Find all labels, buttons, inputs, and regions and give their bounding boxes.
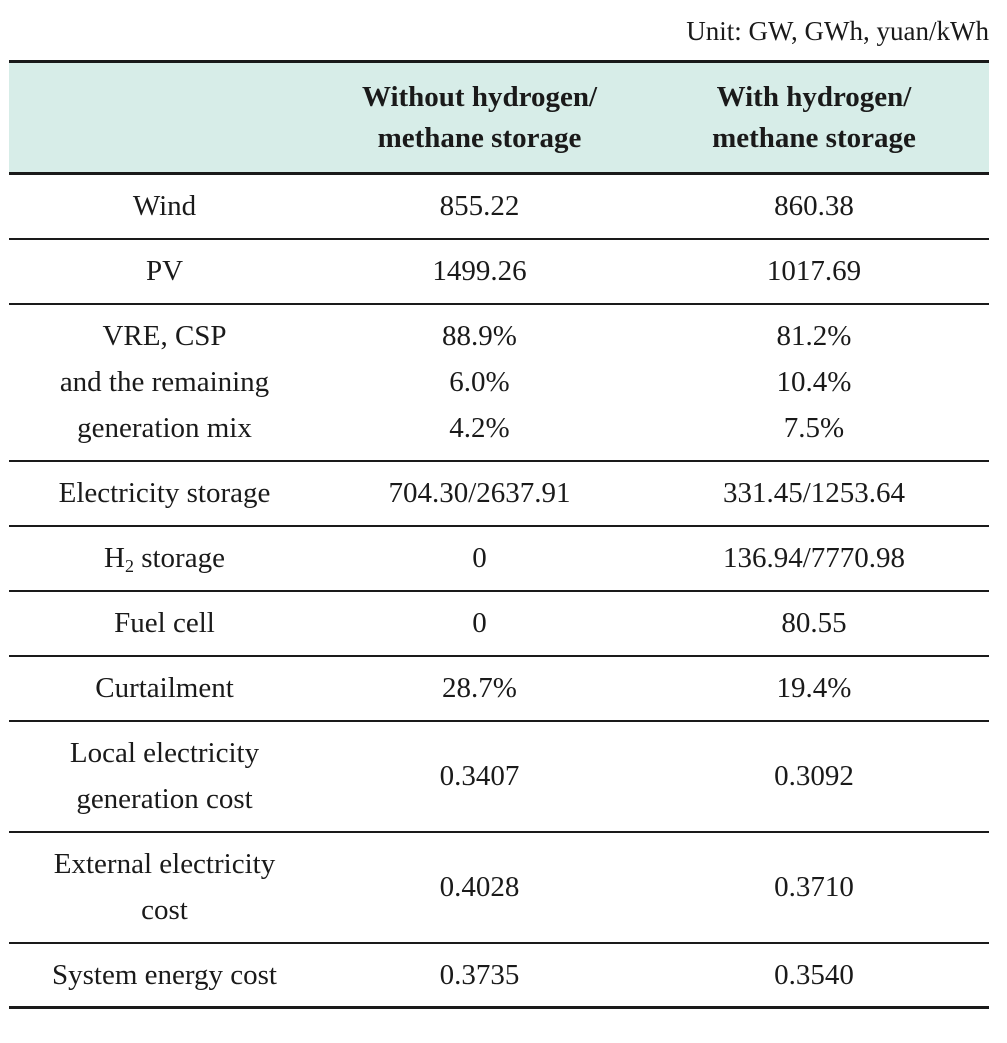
header-with-line1: With hydrogen/ xyxy=(716,80,912,113)
table-row-h2-storage xyxy=(9,526,989,591)
row-label-line1: VRE, CSP xyxy=(102,320,227,352)
header-without-line1: Without hydrogen/ xyxy=(361,80,598,113)
table-row-local-cost xyxy=(9,721,989,832)
row-label: PV xyxy=(9,239,320,304)
unit-note: Unit: GW, GWh, yuan/kWh xyxy=(686,16,989,46)
value-with: 19.4% xyxy=(639,656,989,721)
row-label: Wind xyxy=(9,174,320,239)
value-with: 136.94/7770.98 xyxy=(639,526,989,591)
value-with: 860.38 xyxy=(639,174,989,239)
value-without: 1499.26 xyxy=(320,239,639,304)
row-label-subscript: 2 xyxy=(124,556,134,576)
row-label xyxy=(9,832,320,943)
value-without-vre: 88.9% xyxy=(442,320,517,352)
header-with-line2: methane storage xyxy=(712,121,916,154)
value-with-csp: 10.4% xyxy=(776,366,852,398)
value-without: 704.30/2637.91 xyxy=(320,461,639,526)
value-without: 28.7% xyxy=(320,656,639,721)
table-header-row xyxy=(9,62,989,174)
row-label-line2: and the remaining xyxy=(59,366,270,398)
header-with-storage xyxy=(639,62,989,174)
row-label-line1: Local electricity xyxy=(69,737,260,769)
row-label: Curtailment xyxy=(9,656,320,721)
row-label-line2: cost xyxy=(141,894,188,926)
header-empty-cell xyxy=(9,62,320,174)
value-without: 0.3407 xyxy=(320,721,639,832)
table-row-external-cost xyxy=(9,832,989,943)
value-without: 0 xyxy=(320,526,639,591)
value-with-remaining: 7.5% xyxy=(783,412,845,444)
row-label xyxy=(9,304,320,461)
value-with: 0.3540 xyxy=(639,943,989,1008)
value-with xyxy=(639,304,989,461)
value-with: 0.3710 xyxy=(639,832,989,943)
row-label-line1: External electricity xyxy=(53,848,276,880)
row-label xyxy=(9,526,320,591)
row-label-line2: generation cost xyxy=(76,783,253,815)
value-without: 855.22 xyxy=(320,174,639,239)
row-label: Fuel cell xyxy=(9,591,320,656)
value-without: 0.3735 xyxy=(320,943,639,1008)
row-label xyxy=(9,721,320,832)
value-with: 1017.69 xyxy=(639,239,989,304)
value-with: 0.3092 xyxy=(639,721,989,832)
table-row-system-cost xyxy=(9,943,989,1008)
table-row-generation-mix xyxy=(9,304,989,461)
table-row-electricity-storage xyxy=(9,461,989,526)
table-row-fuel-cell xyxy=(9,591,989,656)
row-label-rest: storage xyxy=(133,542,225,574)
value-without xyxy=(320,304,639,461)
header-without-line2: methane storage xyxy=(377,121,582,154)
value-with-vre: 81.2% xyxy=(776,320,852,352)
value-without: 0 xyxy=(320,591,639,656)
comparison-table xyxy=(9,60,989,1009)
value-without-remaining: 4.2% xyxy=(449,412,510,444)
row-label-h: H xyxy=(104,542,125,574)
value-without: 0.4028 xyxy=(320,832,639,943)
table-row-wind xyxy=(9,174,989,239)
table-row-pv xyxy=(9,239,989,304)
row-label-line3: generation mix xyxy=(77,412,252,444)
value-with: 80.55 xyxy=(639,591,989,656)
row-label: System energy cost xyxy=(9,943,320,1008)
value-without-csp: 6.0% xyxy=(449,366,510,398)
row-label: Electricity storage xyxy=(9,461,320,526)
value-with: 331.45/1253.64 xyxy=(639,461,989,526)
header-without-storage xyxy=(320,62,639,174)
table-row-curtailment xyxy=(9,656,989,721)
